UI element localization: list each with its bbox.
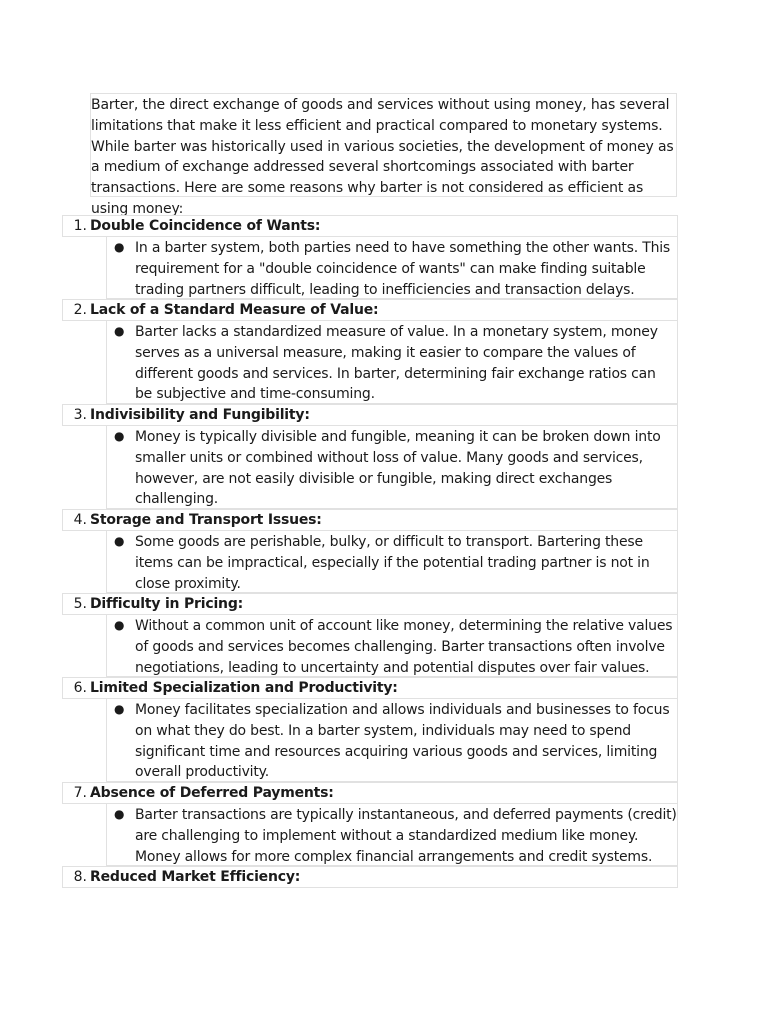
item-number: 3. (73, 407, 87, 423)
list-item-detail (106, 804, 678, 866)
item-number: 1. (73, 218, 87, 234)
bullet-icon: ● (114, 429, 125, 443)
item-title: Difficulty in Pricing: (90, 596, 244, 612)
item-number: 4. (73, 512, 87, 528)
item-bullet-text: Barter lacks a standardized measure of value. In a monetary system, money serves as a universal measure, making it easier to compare the values of different goods and services. In barter, determining fair exchange ratios can be subjective and time-consuming. (135, 324, 658, 403)
item-number: 8. (73, 869, 87, 885)
list-item-header (62, 509, 678, 531)
item-title: Lack of a Standard Measure of Value: (90, 302, 379, 318)
item-title: Absence of Deferred Payments: (90, 785, 334, 801)
intro-paragraph-box (90, 93, 677, 217)
item-bullet-text: Barter transactions are typically instantaneous, and deferred payments (credit) are challenging to implement without a standardized medium like money. Money allows for more complex financial arrangements and credit systems. (135, 807, 677, 865)
item-bullet-text: Money is typically divisible and fungible, meaning it can be broken down into smaller units or combined without loss of value. Many goods and services, however, are not easily divisible or fungible, making direct exchanges challenging. (135, 429, 661, 508)
item-number: 7. (73, 785, 87, 801)
list-item-header (62, 404, 678, 426)
list-item-detail (106, 531, 678, 593)
item-number: 5. (73, 596, 87, 612)
item-number: 6. (73, 680, 87, 696)
list-item-detail (106, 321, 678, 404)
reasons-list (62, 215, 678, 888)
list-item-detail (106, 426, 678, 509)
item-bullet-text: Money facilitates specialization and allows individuals and businesses to focus on what they do best. In a barter system, individuals may need to spend significant time and resources acquiring various goods and services, limiting overall productivity. (135, 702, 670, 781)
item-title: Indivisibility and Fungibility: (90, 407, 310, 423)
item-bullet-text: In a barter system, both parties need to have something the other wants. This requirement for a "double coincidence of wants" can make finding suitable trading partners difficult, leading to inefficiencies and transaction delays. (135, 240, 671, 298)
bullet-icon: ● (114, 324, 125, 338)
item-title: Double Coincidence of Wants: (90, 218, 321, 234)
list-item-header (62, 782, 678, 804)
bullet-icon: ● (114, 807, 125, 821)
bullet-icon: ● (114, 702, 125, 716)
list-item-header (62, 677, 678, 699)
list-item-header (62, 299, 678, 321)
bullet-icon: ● (114, 534, 125, 548)
list-item-header (62, 215, 678, 237)
bullet-icon: ● (114, 240, 125, 254)
list-item-detail (106, 615, 678, 677)
item-title: Limited Specialization and Productivity: (90, 680, 398, 696)
intro-paragraph: Barter, the direct exchange of goods and services without using money, has several limitations that make it less efficient and practical compared to monetary systems. While barter was historically used in various societies, the development of money as a medium of exchange addressed several shortcomings associated with barter transactions. Here are some reasons why barter is not considered as efficient as using money: (91, 97, 674, 217)
item-title: Storage and Transport Issues: (90, 512, 322, 528)
list-item-header (62, 866, 678, 888)
list-item-detail (106, 237, 678, 299)
item-title: Reduced Market Efficiency: (90, 869, 301, 885)
item-number: 2. (73, 302, 87, 318)
item-bullet-text: Some goods are perishable, bulky, or difficult to transport. Bartering these items can be impractical, especially if the potential trading partner is not in close proximity. (135, 534, 650, 592)
item-bullet-text: Without a common unit of account like money, determining the relative values of goods and services becomes challenging. Barter transactions often involve negotiations, leading to uncertainty and potential disputes over fair values. (135, 618, 673, 676)
list-item-header (62, 593, 678, 615)
list-item-detail (106, 699, 678, 782)
bullet-icon: ● (114, 618, 125, 632)
